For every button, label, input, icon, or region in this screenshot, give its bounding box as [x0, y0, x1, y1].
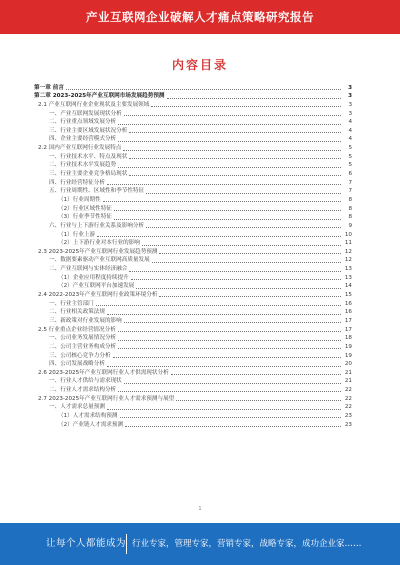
toc-dot-leader	[167, 98, 341, 99]
toc-entry-page: 3	[348, 110, 352, 117]
toc-entry-text: （1）人才需求结构预测	[58, 412, 118, 419]
toc-entry-text: 一、行业技术水平、特点及现状	[49, 153, 128, 160]
toc-entry[interactable]	[34, 247, 352, 256]
toc-entry[interactable]	[34, 161, 352, 170]
toc-entry-page: 4	[348, 127, 352, 134]
toc-dot-leader	[118, 124, 341, 125]
toc-entry-text: （3）行业季节性特征	[58, 214, 112, 221]
toc-dot-leader	[118, 340, 341, 341]
toc-entry[interactable]	[34, 109, 352, 118]
toc-entry-text: （2）上下游行业对本行业的影响	[58, 240, 140, 247]
toc-entry[interactable]	[34, 342, 352, 351]
toc-entry[interactable]	[34, 135, 352, 144]
toc-entry-text: 三、行业主要区域发展状况分析	[49, 127, 128, 134]
footer-bar	[0, 523, 400, 565]
toc-entry-page: 12	[344, 257, 352, 264]
toc-entry[interactable]	[34, 118, 352, 127]
toc-dot-leader	[103, 201, 341, 202]
toc-entry-text: 一、产业互联网发展现状分析	[49, 110, 122, 117]
toc-entry-page: 23	[344, 412, 352, 419]
toc-entry-text: 一、数据要素驱动产业互联网高质量发展	[49, 257, 150, 264]
toc-dot-leader	[118, 391, 341, 392]
toc-entry[interactable]	[34, 360, 352, 369]
toc-entry[interactable]	[34, 83, 352, 92]
toc-entry-page: 17	[344, 326, 352, 333]
toc-entry-text: 二、产业互联网与实体经济融合	[49, 266, 128, 273]
toc-entry-page: 5	[348, 153, 352, 160]
toc-entry[interactable]	[34, 92, 352, 101]
toc-entry-text: （2）产业互联网平台加速发展	[58, 283, 135, 290]
toc-entry-page: 8	[348, 196, 352, 203]
toc-entry-page: 3	[348, 93, 352, 100]
toc-entry-page: 19	[344, 352, 352, 359]
toc-entry[interactable]	[34, 308, 352, 317]
toc-entry-text: 四、企业主要经营模式分析	[49, 136, 117, 143]
toc-entry-page: 3	[348, 101, 352, 108]
toc-entry-text: 六、行业与上下游行业关系及影响分析	[49, 222, 145, 229]
toc-entry-page: 4	[348, 136, 352, 143]
toc-entry-page: 13	[344, 274, 352, 281]
toc-dot-leader	[159, 253, 341, 254]
toc-dot-leader	[129, 158, 341, 159]
toc-entry-page: 7	[348, 179, 352, 186]
toc-dot-leader	[129, 271, 341, 272]
toc-dot-leader	[107, 184, 341, 185]
toc-entry-page: 20	[344, 361, 352, 368]
toc-entry-page: 23	[344, 421, 352, 428]
toc-entry[interactable]	[34, 290, 352, 299]
toc-entry-page: 22	[344, 387, 352, 394]
toc-entry[interactable]	[34, 316, 352, 325]
toc-entry-text: 2.6 2023-2025年产业互联网行业人才供需现状分析	[38, 369, 169, 376]
toc-entry[interactable]	[34, 420, 352, 429]
toc-entry-text: 一、人才需求总量预测	[49, 404, 105, 411]
toc-entry-text: 四、行业经营特征分析	[49, 179, 105, 186]
toc-entry-page: 7	[348, 188, 352, 195]
toc-entry[interactable]	[34, 152, 352, 161]
toc-entry-page: 4	[348, 119, 352, 126]
toc-entry-text: 二、行业相关政策法规	[49, 309, 105, 316]
toc-entry-text: 二、公司主营业务构成分析	[49, 343, 117, 350]
toc-entry[interactable]	[34, 351, 352, 360]
toc-entry[interactable]	[34, 377, 352, 386]
toc-entry[interactable]	[34, 264, 352, 273]
toc-dot-leader	[176, 400, 341, 401]
toc-entry[interactable]	[34, 394, 352, 403]
toc-entry-text: 三、公司核心竞争力分析	[49, 352, 111, 359]
toc-entry[interactable]	[34, 273, 352, 282]
toc-entry-text: 第一章 前言	[34, 84, 64, 91]
toc-list	[34, 83, 352, 429]
toc-entry-page: 5	[348, 162, 352, 169]
toc-dot-leader	[114, 210, 341, 211]
toc-dot-leader	[124, 383, 341, 384]
toc-entry-text: 2.2 国内产业互联网行业发展特点	[38, 145, 122, 152]
toc-dot-leader	[107, 314, 341, 315]
toc-entry-page: 11	[344, 240, 352, 247]
toc-entry[interactable]	[34, 334, 352, 343]
toc-entry[interactable]	[34, 169, 352, 178]
toc-entry[interactable]	[34, 213, 352, 222]
toc-entry[interactable]	[34, 100, 352, 109]
toc-entry-page: 21	[344, 369, 352, 376]
toc-entry-text: 四、公司发展战略分析	[49, 361, 105, 368]
toc-entry[interactable]	[34, 368, 352, 377]
toc-entry-text: 三、行业主要企业竞争格局现状	[49, 171, 128, 178]
toc-entry-page: 17	[344, 317, 352, 324]
toc-entry-page: 14	[344, 283, 352, 290]
toc-entry-text: （2）产业链人才需求预测	[58, 421, 124, 428]
toc-entry-text: （2）行业区域性特征	[58, 205, 112, 212]
toc-entry-text: 2.7 2023-2025年产业互联网行业人才需求预测与展望	[38, 395, 175, 402]
toc-entry-text: 五、行业周期性、区域性和季节性特征	[49, 188, 145, 195]
toc-entry-page: 16	[344, 309, 352, 316]
toc-entry-text: （1）企业应用程度持续提升	[58, 274, 129, 281]
toc-entry-page: 9	[348, 222, 352, 229]
toc-title: 内容目录	[171, 58, 228, 72]
toc-entry[interactable]	[34, 325, 352, 334]
toc-entry[interactable]	[34, 195, 352, 204]
toc-entry-text: 2.1 产业互联网行业企业现状及主要发展领域	[38, 101, 150, 108]
toc-entry-page: 5	[348, 145, 352, 152]
toc-dot-leader	[125, 426, 341, 427]
footer-slogan-left: 让每个人都能成为	[46, 538, 127, 549]
toc-dot-leader	[146, 193, 341, 194]
toc-entry-page: 22	[344, 404, 352, 411]
toc-entry-text: 三、新政策对行业发展的影响	[49, 317, 122, 324]
toc-dot-leader	[118, 141, 341, 142]
toc-entry-page: 13	[344, 266, 352, 273]
toc-dot-leader	[136, 288, 341, 289]
toc-entry-page: 10	[344, 231, 352, 238]
toc-entry-text: 第二章 2023-2025年产业互联网市场发展趋势预测	[34, 93, 165, 100]
toc-entry-page: 3	[348, 84, 352, 91]
toc-entry-text: 2.3 2023-2025年产业互联网行业发展趋势预测	[38, 248, 158, 255]
toc-entry-text: 2.4 2022-2023年产业互联网行业政策环境分析	[38, 292, 158, 299]
toc-entry[interactable]	[34, 178, 352, 187]
toc-entry[interactable]	[34, 126, 352, 135]
toc-entry-page: 8	[348, 214, 352, 221]
toc-dot-leader	[107, 409, 341, 410]
footer-divider	[126, 534, 127, 554]
toc-entry-text: 二、行业重点领域发展分析	[49, 119, 117, 126]
toc-dot-leader	[96, 305, 341, 306]
toc-entry-page: 12	[344, 248, 352, 255]
toc-dot-leader	[120, 417, 342, 418]
toc-dot-leader	[123, 150, 341, 151]
toc-dot-leader	[146, 227, 341, 228]
toc-entry-text: 二、行业技术水平发展趋势	[49, 162, 117, 169]
toc-dot-leader	[124, 322, 341, 323]
toc-dot-leader	[113, 357, 341, 358]
toc-dot-leader	[118, 348, 341, 349]
toc-entry-text: （1）行业周期性	[58, 196, 101, 203]
toc-entry-text: 一、行业人才供给与需求现状	[49, 378, 122, 385]
toc-entry-page: 19	[344, 343, 352, 350]
toc-entry-text: 一、公司业务发展情况分析	[49, 335, 117, 342]
page-number: 1	[198, 506, 202, 512]
toc-entry-page: 16	[344, 300, 352, 307]
toc-entry[interactable]	[34, 282, 352, 291]
toc-dot-leader	[124, 115, 341, 116]
toc-entry[interactable]	[34, 299, 352, 308]
toc-entry-text: （1）行业上游	[58, 231, 96, 238]
report-header-bar	[0, 0, 400, 34]
toc-dot-leader	[151, 106, 341, 107]
toc-entry[interactable]	[34, 256, 352, 265]
toc-dot-leader	[129, 132, 341, 133]
toc-entry-page: 22	[344, 395, 352, 402]
toc-dot-leader	[118, 331, 341, 332]
toc-entry[interactable]	[34, 403, 352, 412]
toc-dot-leader	[129, 175, 341, 176]
toc-dot-leader	[66, 89, 341, 90]
toc-dot-leader	[171, 374, 341, 375]
toc-entry-page: 21	[344, 378, 352, 385]
toc-entry[interactable]	[34, 239, 352, 248]
report-title: 产业互联网企业破解人才痛点策略研究报告	[86, 10, 314, 24]
toc-entry-text: 二、行业人才需求结构分析	[49, 387, 117, 394]
toc-entry[interactable]	[34, 411, 352, 420]
toc-entry[interactable]	[34, 385, 352, 394]
toc-entry-text: 一、行业主管部门	[49, 300, 94, 307]
toc-dot-leader	[107, 366, 341, 367]
toc-dot-leader	[97, 236, 341, 237]
toc-entry-text: 2.5 行业重点企业经营情况分析	[38, 326, 116, 333]
toc-dot-leader	[152, 262, 341, 263]
toc-entry[interactable]	[34, 230, 352, 239]
toc-entry-page: 15	[344, 292, 352, 299]
toc-entry[interactable]	[34, 221, 352, 230]
toc-entry-page: 8	[348, 205, 352, 212]
toc-entry-page: 6	[348, 171, 352, 178]
toc-entry[interactable]	[34, 143, 352, 152]
footer-slogan-right: 行业专家，管理专家，营销专家，战略专家，成功企业家……	[132, 539, 362, 549]
toc-dot-leader	[142, 245, 341, 246]
toc-entry-page: 18	[344, 335, 352, 342]
toc-entry[interactable]	[34, 187, 352, 196]
toc-dot-leader	[131, 279, 341, 280]
toc-entry[interactable]	[34, 204, 352, 213]
toc-dot-leader	[118, 167, 341, 168]
toc-dot-leader	[114, 219, 341, 220]
toc-dot-leader	[159, 296, 341, 297]
